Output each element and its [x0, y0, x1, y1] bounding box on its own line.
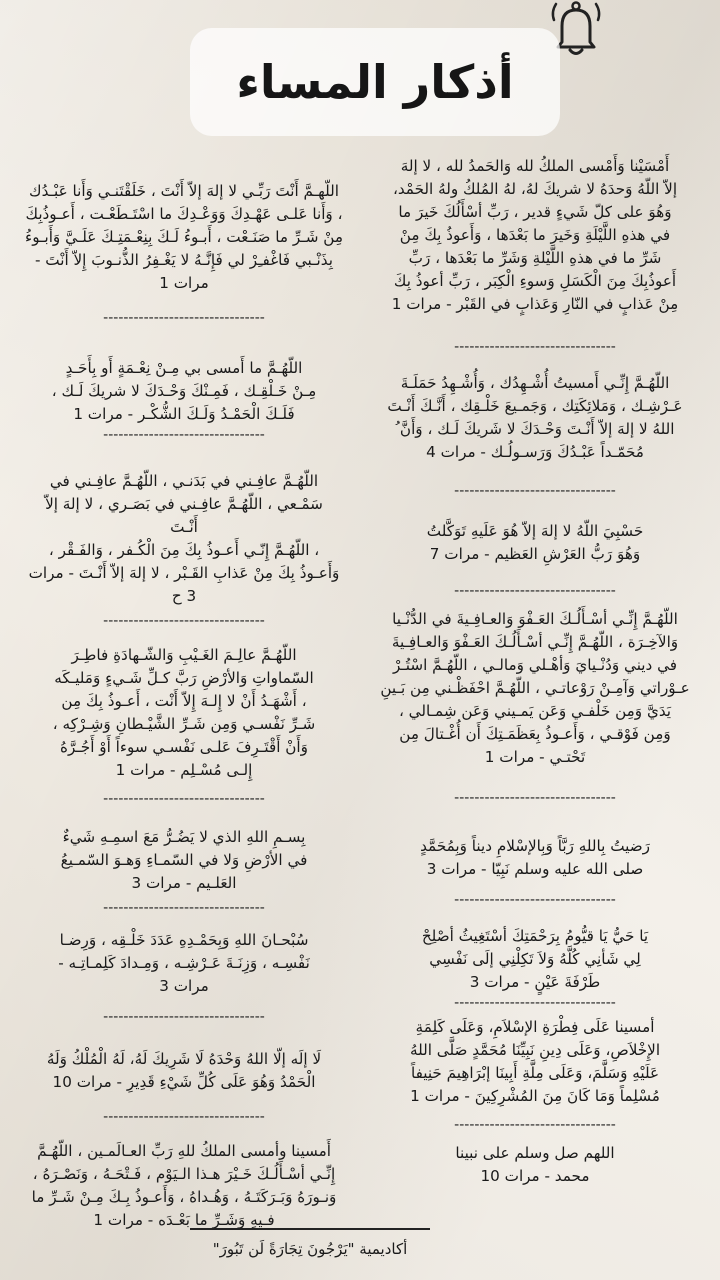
separator: --------------------------------	[454, 483, 616, 499]
separator: --------------------------------	[454, 583, 616, 599]
dhikr-item: اللّهُـمَّ إِنِّـي أَمسيتُ أُشْـهِدُك ، وَأُشْـهِدُ حَمَلَـةَ عَـرْشِـك ، وَمَلائِكَتِك ، وَجَمـيعَ خَلْـقِك ، أَنَّـكَ أَنْـتَ اللهُ لا إلهَ إلاّ أَنْـتَ وَحْـدَكَ لا شَريكَ لَـك ، وَأَنَّ ُ مُحَمّـداً عَبْـدُكَ وَرَسـولُـك - مرات 4	[387, 374, 683, 461]
dhikr-item: أَمسينا وأمسى الملكُ للهِ رَبِّ العـالَمـين ، اللّهُـمَّ إِنِّـي أسْـأَلُـكَ خَـيْرَ هـذا الـيَوْم ، فَـتْحَـهُ ، وَنَصْـرَهُ ، وَنـورَهُ وَبَـرَكَتَـهُ ، وَهُـداهُ ، وَأَعـوذُ بِـكَ مِـنْ شَـرِّ ما فـيهِ وَشَـرِّ ما بَعْـدَه - مرات 1	[31, 1142, 337, 1229]
dhikr-item: سُبْحـانَ اللهِ وَبِحَمْـدِهِ عَدَدَ خَلْـقِه ، وَرِضـا نَفْسِـه ، وَزِنَـةَ عَـرْشِـه ، وَمِـدادَ كَلِمـاتِـه - مرات 3	[58, 931, 310, 995]
separator: --------------------------------	[454, 1117, 616, 1133]
dhikr-item: رَضيتُ بِاللهِ رَبَّاً وَبِالإسْلامِ ديناً وَبِمُحَمَّدٍ صلى الله عليه وسلم نَبِيّا - مرات 3	[420, 837, 650, 878]
separator: --------------------------------	[454, 995, 616, 1011]
separator: --------------------------------	[103, 1009, 265, 1025]
dhikr-item: اللّهُـمَّ إِنِّـي أسْـأَلُـكَ العَـفْوَ وَالعـافِـيةَ في الدُّنْـيا وَالآخِـرَة ، اللّهُـمَّ إِنِّـي أسْـأَلُـكَ العَـفْوَ وَالعـافِـيةَ في ديني وَدُنْـيايَ وَأهْـلي وَمالـي ، اللّهُـمَّ اسْتُـرْ عـوْراتي وَآمِـنْ رَوْعاتـي ، اللّهُـمَّ احْفَظْـني مِن بَـينِ يَدَيَّ وَمِن خَلْفـي وَعَن يَمـيني وَعَن شِمـالي ، وَمِن فَوْقـي ، وَأَعـوذُ بِعَظَمَـتِكَ أَن أُغْـتالَ مِن تَحْتـي - مرات 1	[380, 610, 690, 766]
dhikr-item: يَا حَيُّ يَا قيُّومُ بِرَحْمَتِكَ أسْتَغِيثُ أصْلِحْ لِي شَأنِي كُلَّهُ وَلاَ تَكِلْنِي إلَى نَفْسِي طَرْفَةَ عَيْنٍ - مرات 3	[421, 927, 649, 991]
separator: --------------------------------	[103, 310, 265, 326]
separator: --------------------------------	[454, 790, 616, 806]
title-box	[190, 28, 560, 136]
dhikr-item: اللّهُـمَّ ما أَمسى بي مِـنْ نِعْـمَةٍ أَو بِأَحَـدٍ مِـنْ خَـلْقِـك ، فَمِـنْكَ وَحْـدَكَ لا شريكَ لَـك ، فَلَـكَ الْحَمْـدُ وَلَـكَ الشُّكْـر - مرات 1	[51, 359, 317, 423]
separator: --------------------------------	[103, 613, 265, 629]
dhikr-item: اللهم صل وسلم على نبينا محمد - مرات 10	[455, 1144, 615, 1185]
footer-credit: أكاديمية "يَرْجُونَ تِجَارَةً لَن تَبُورَ"	[212, 1240, 408, 1258]
left-column	[8, 180, 360, 1232]
dhikr-item: اللّهـمَّ أَنْتَ رَبِّـي لا إلهَ إلاّ أَنْتَ ، خَلَقْتَنـي وَأَنا عَبْـدُك ، وَأَنا عَلـى عَهْـدِكَ وَوَعْـدِكَ ما اسْتَـطَعْـت ، أَعـوذُبِكَ مِنْ شَـرِّ ما صَنَـعْت ، أَبـوءُ لَـكَ بِنِعْـمَتِـكَ عَلَـيَّ وَأَبـوءُ بِذَنْـبي فَاغْفـِرْ لي فَإِنَّـهُ لا يَغْـفِرُ الذُّنـوبَ إِلاّ أَنْتَ - مرات 1	[25, 182, 343, 292]
separator: --------------------------------	[103, 791, 265, 807]
dhikr-item: بِسـمِ اللهِ الذي لا يَضُـرُّ مَعَ اسمِـهِ شَيءٌ في الأرْضِ وَلا في السّمـاءِ وَهـوَ السّمـيعُ العَلـيم - مرات 3	[60, 828, 308, 892]
dhikr-item: اللّهُـمَّ عالِـمَ الغَـيْبِ وَالشّـهادَةِ فاطِـرَ السّماواتِ وَالأرْضِ رَبَّ كـلِّ شَـيءٍ وَمَليـكَه ، أَشْهَـدُ أَنْ لا إِلـهَ إِلاّ أَنْت ، أَعـوذُ بِكَ مِن شَـرِّ نَفْسـي وَمِن شَـرِّ الشَّيْـطانِ وَشِـرْكِه ، وَأَنْ أَقْتَـرِفَ عَلـى نَفْسـي سوءاً أَوْ أَجُـرَّهُ إِلـى مُسْـلِم - مرات 1	[52, 646, 316, 779]
right-column	[360, 155, 710, 1188]
dhikr-item: أَمْسَيْنا وَأَمْسى الملكُ لله وَالحَمدُ لله ، لا إلهَ إلاّ اللّهُ وَحدَهُ لا شريكَ لهُ، لهُ المُلكُ ولهُ الحَمْد، وَهُوَ على كلّ شَيءٍ قدير ، رَبِّ أسْأَلُكَ خَيرَ ما في هذهِ اللَّيْلَةِ وَخَيرَ ما بَعْدَها ، وَأَعوذُ بِكَ مِنْ شَرِّ ما في هذهِ اللَّيْلةِ وَشَرِّ ما بَعْدَها ، رَبِّ أَعوذُبِكَ مِنَ الْكَسَلِ وَسوءِ الْكِبَر ، رَبِّ أعوذُ بِكَ مِنْ عَذابٍ في النّارِ وَعَذابٍ في القَبْر - مرات 1	[391, 157, 679, 313]
dhikr-item: لَا إلَه إلّا اللهُ وَحْدَهُ لَا شَرِيكَ لَهُ، لَهُ الْمُلْكُ وَلَهُ الْحَمْدُ وَهُوَ عَلَى كُلِّ شَيْءِ قَدِيرِ - مرات 10	[46, 1050, 322, 1091]
footer-divider	[190, 1228, 430, 1230]
separator: --------------------------------	[454, 339, 616, 355]
dhikr-item: حَسْبِيَ اللّهُ لا إلهَ إلاّ هُوَ عَلَيهِ تَوَكَّلتُ وَهُوَ رَبُّ العَرْشِ العَظيم - مرات 7	[426, 522, 644, 563]
separator: --------------------------------	[103, 900, 265, 916]
separator: --------------------------------	[103, 427, 265, 443]
separator: --------------------------------	[103, 1109, 265, 1125]
separator: --------------------------------	[454, 892, 616, 908]
dhikr-item: اللّهُـمَّ عافِـني في بَدَنـي ، اللّهُـمَّ عافِـني في سَمْـعي ، اللّهُـمَّ عافِـني في بَصَـري ، لا إلهَ إلاّ أَنْـتَ ، اللّهُـمَّ إِنّـي أَعـوذُ بِكَ مِنَ الْكُـفر ، وَالفَـقْر ، وَأَعـوذُ بِكَ مِنْ عَذابِ القَـبْر ، لا إلهَ إلاّ أَنْـتَ - مرات 3 ح	[28, 472, 340, 605]
dhikr-item: أمسينا عَلَى فِطْرَةِ الإسْلاَمِ، وَعَلَى كَلِمَةِ الإِخْلاَصِ، وَعَلَى دِينِ نَبِيِّنَا مُحَمَّدٍ صَلَّى اللهُ عَلَيْهِ وَسَلَّمَ، وَعَلَى مِلَّةِ أَبِينَا إبْرَاهِيمَ حَنِيفاً مُسْلِماً وَمَا كَانَ مِنَ المُشْرِكِينَ - مرات 1	[409, 1018, 661, 1105]
page-title: أذكار المساء	[236, 55, 514, 109]
